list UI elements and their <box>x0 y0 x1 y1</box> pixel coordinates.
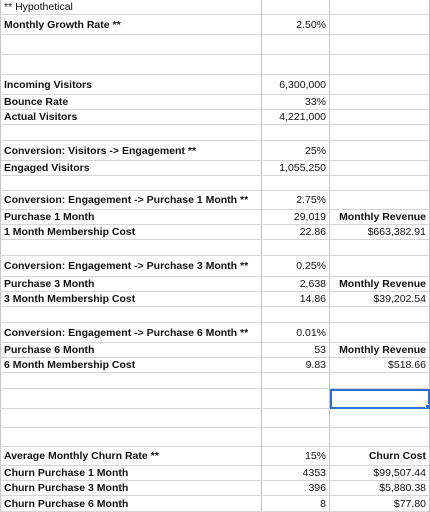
cell-label[interactable]: Conversion: Engagement -> Purchase 6 Month ** <box>0 323 262 343</box>
cell-value[interactable] <box>262 176 330 191</box>
cell-label[interactable] <box>0 125 262 141</box>
cell-value[interactable]: 8 <box>262 496 330 512</box>
cell-label[interactable]: Monthly Growth Rate ** <box>0 15 262 35</box>
cell-label[interactable] <box>0 240 262 256</box>
cell-label[interactable]: Actual Visitors <box>0 110 262 125</box>
cell-label[interactable] <box>0 428 262 447</box>
cell-value[interactable] <box>262 389 330 409</box>
cell-value[interactable]: 22.86 <box>262 225 330 240</box>
cell-label[interactable] <box>0 307 262 323</box>
cell-metric[interactable] <box>330 75 430 95</box>
cell-metric[interactable] <box>330 125 430 141</box>
cell-label[interactable]: 3 Month Membership Cost <box>0 292 262 307</box>
cell-label[interactable]: ** Hypothetical <box>0 0 262 15</box>
cell-label[interactable]: Purchase 1 Month <box>0 210 262 225</box>
cell-label[interactable]: Churn Purchase 3 Month <box>0 481 262 496</box>
cell-metric[interactable] <box>330 307 430 323</box>
cell-value[interactable] <box>262 409 330 428</box>
cell-metric[interactable] <box>330 110 430 125</box>
cell-metric[interactable] <box>330 15 430 35</box>
cell-value[interactable]: 53 <box>262 343 330 358</box>
cell-label[interactable] <box>0 373 262 389</box>
cell-metric[interactable]: $5,880.38 <box>330 481 430 496</box>
cell-metric[interactable]: $99,507.44 <box>330 466 430 481</box>
cell-value[interactable]: 0.01% <box>262 323 330 343</box>
cell-metric[interactable] <box>330 0 430 15</box>
cell-metric[interactable] <box>330 256 430 277</box>
cell-value[interactable] <box>262 125 330 141</box>
cell-metric[interactable]: $39,202.54 <box>330 292 430 307</box>
cell-value[interactable]: 4353 <box>262 466 330 481</box>
cell-metric[interactable]: $663,382.91 <box>330 225 430 240</box>
cell-metric[interactable] <box>330 95 430 110</box>
cell-metric[interactable] <box>330 409 430 428</box>
cell-metric[interactable]: Monthly Revenue <box>330 343 430 358</box>
cell-metric[interactable] <box>330 55 430 75</box>
cell-label[interactable] <box>0 176 262 191</box>
selected-cell[interactable] <box>330 389 430 409</box>
cell-metric[interactable]: Churn Cost <box>330 447 430 466</box>
cell-value[interactable]: 1,055,250 <box>262 161 330 176</box>
cell-metric[interactable] <box>330 176 430 191</box>
cell-metric[interactable] <box>330 141 430 161</box>
cell-value[interactable] <box>262 428 330 447</box>
cell-value[interactable]: 2.50% <box>262 15 330 35</box>
cell-label[interactable] <box>0 55 262 75</box>
cell-value[interactable]: 33% <box>262 95 330 110</box>
cell-label[interactable]: Churn Purchase 6 Month <box>0 496 262 512</box>
cell-label[interactable]: Incoming Visitors <box>0 75 262 95</box>
cell-metric[interactable]: $77.80 <box>330 496 430 512</box>
cell-label[interactable]: Bounce Rate <box>0 95 262 110</box>
cell-label[interactable]: Purchase 3 Month <box>0 277 262 292</box>
cell-label[interactable]: 1 Month Membership Cost <box>0 225 262 240</box>
cell-value[interactable]: 2.75% <box>262 191 330 210</box>
cell-value[interactable] <box>262 240 330 256</box>
cell-value[interactable]: 6,300,000 <box>262 75 330 95</box>
cell-value[interactable] <box>262 373 330 389</box>
cell-metric[interactable]: $518.66 <box>330 358 430 373</box>
cell-label[interactable]: 6 Month Membership Cost <box>0 358 262 373</box>
cell-label[interactable]: Churn Purchase 1 Month <box>0 466 262 481</box>
cell-label[interactable]: Purchase 6 Month <box>0 343 262 358</box>
cell-metric[interactable] <box>330 323 430 343</box>
cell-value[interactable] <box>262 0 330 15</box>
cell-label[interactable] <box>0 35 262 55</box>
cell-metric[interactable] <box>330 191 430 210</box>
cell-value[interactable]: 14.86 <box>262 292 330 307</box>
cell-label[interactable]: Conversion: Visitors -> Engagement ** <box>0 141 262 161</box>
cell-value[interactable]: 29,019 <box>262 210 330 225</box>
cell-metric[interactable]: Monthly Revenue <box>330 277 430 292</box>
cell-metric[interactable] <box>330 373 430 389</box>
cell-label[interactable] <box>0 389 262 409</box>
cell-value[interactable]: 0.25% <box>262 256 330 277</box>
cell-label[interactable] <box>0 409 262 428</box>
cell-value[interactable]: 4,221,000 <box>262 110 330 125</box>
cell-label[interactable]: Conversion: Engagement -> Purchase 1 Month ** <box>0 191 262 210</box>
cell-value[interactable] <box>262 307 330 323</box>
cell-metric[interactable] <box>330 161 430 176</box>
cell-label[interactable]: Engaged Visitors <box>0 161 262 176</box>
cell-value[interactable]: 2,638 <box>262 277 330 292</box>
cell-label[interactable]: Conversion: Engagement -> Purchase 3 Month ** <box>0 256 262 277</box>
cell-label[interactable]: Average Monthly Churn Rate ** <box>0 447 262 466</box>
cell-value[interactable] <box>262 35 330 55</box>
cell-metric[interactable] <box>330 35 430 55</box>
cell-value[interactable] <box>262 55 330 75</box>
cell-value[interactable]: 396 <box>262 481 330 496</box>
cell-value[interactable]: 25% <box>262 141 330 161</box>
cell-metric[interactable] <box>330 240 430 256</box>
cell-metric[interactable] <box>330 428 430 447</box>
cell-value[interactable]: 15% <box>262 447 330 466</box>
cell-metric[interactable]: Monthly Revenue <box>330 210 430 225</box>
cell-value[interactable]: 9.83 <box>262 358 330 373</box>
